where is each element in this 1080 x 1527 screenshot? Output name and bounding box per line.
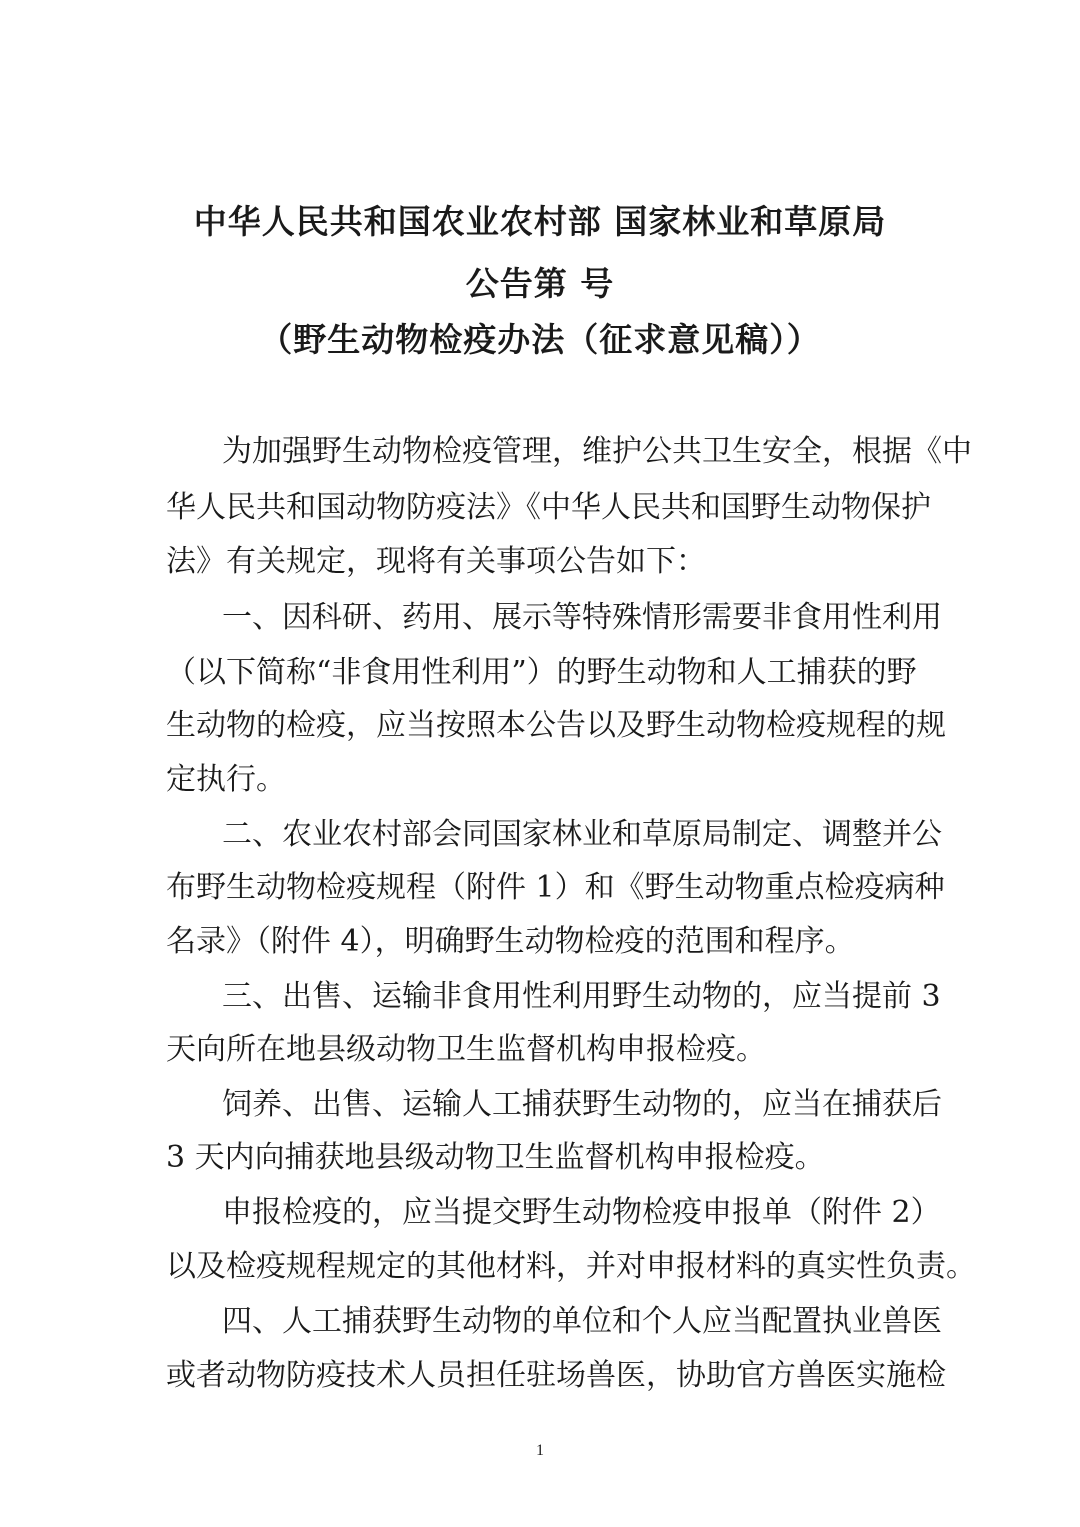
body-line: 饲养、出售、运输人工捕获野生动物的，应当在捕获后 (222, 1087, 942, 1122)
body-line: 布野生动物检疫规程（附件 1）和《野生动物重点检疫病种 (166, 870, 945, 905)
body-line: 或者动物防疫技术人员担任驻场兽医，协助官方兽医实施检 (166, 1358, 946, 1393)
body-line: 二、农业农村部会同国家林业和草原局制定、调整并公 (222, 817, 942, 852)
body-line: 名录》（附件 4），明确野生动物检疫的范围和程序。 (166, 924, 855, 959)
page-number: 1 (536, 1442, 544, 1459)
body-line: 一、因科研、药用、展示等特殊情形需要非食用性利用 (222, 600, 942, 635)
body-line: 华人民共和国动物防疫法》《中华人民共和国野生动物保护 (166, 490, 931, 525)
body-line: 生动物的检疫，应当按照本公告以及野生动物检疫规程的规 (166, 708, 946, 743)
document-title-announcement-number: 公告第 号 (465, 264, 615, 303)
body-line: 申报检疫的，应当提交野生动物检疫申报单（附件 2） (222, 1195, 941, 1230)
body-line: 定执行。 (166, 762, 286, 797)
body-line: 以及检疫规程规定的其他材料，并对申报材料的真实性负责。 (166, 1249, 976, 1284)
body-line: 法》有关规定，现将有关事项公告如下： (166, 544, 706, 579)
body-line: 四、人工捕获野生动物的单位和个人应当配置执业兽医 (222, 1304, 942, 1339)
body-line: （以下简称“非食用性利用”）的野生动物和人工捕获的野 (166, 655, 917, 690)
body-line: 三、出售、运输非食用性利用野生动物的，应当提前 3 (222, 979, 941, 1014)
document-title-subject: （野生动物检疫办法（征求意见稿）） (259, 320, 821, 359)
document-title-issuers: 中华人民共和国农业农村部 国家林业和草原局 (193, 202, 887, 241)
body-line: 天向所在地县级动物卫生监督机构申报检疫。 (166, 1032, 766, 1067)
body-line: 为加强野生动物检疫管理，维护公共卫生安全，根据《中 (222, 434, 972, 469)
body-line: 3 天内向捕获地县级动物卫生监督机构申报检疫。 (166, 1140, 825, 1175)
